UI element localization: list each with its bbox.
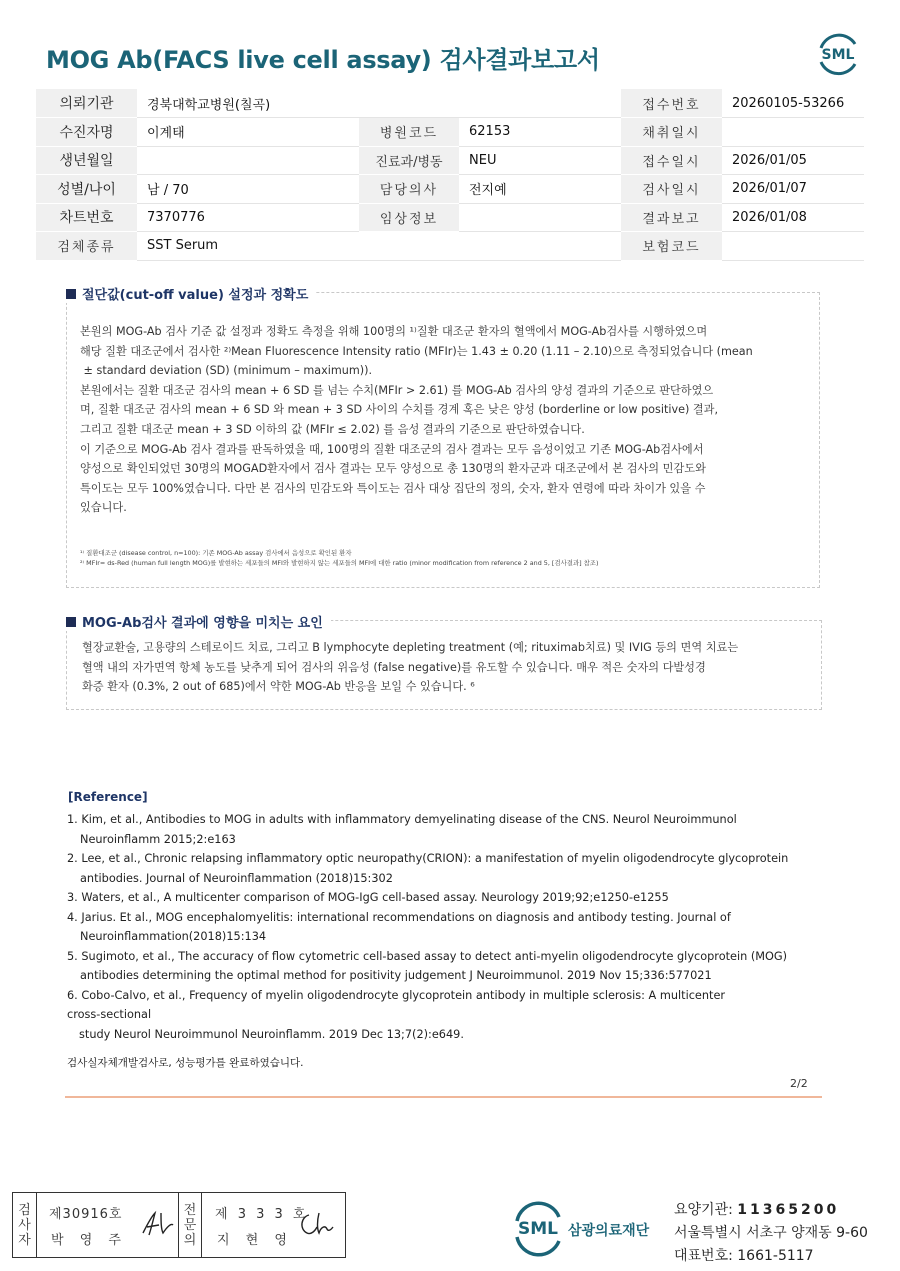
factors-section-heading <box>66 612 331 631</box>
reference-item: Neuroinflammation(2018)15:134 <box>80 930 267 943</box>
examiner-label-text <box>18 1203 31 1248</box>
label-char: 문 <box>183 1217 197 1233</box>
org-phone-label: 대표번호: <box>674 1248 738 1264</box>
info-row <box>36 146 864 175</box>
cutoff-paragraph <box>80 322 810 518</box>
field-value: 이계태 <box>137 118 359 147</box>
sml-logo <box>813 30 863 78</box>
footnote: ²⁾ MFIr= ds-Red (human full length MOG)를 발현하는 세포들의 MFI와 발현하지 않는 세포들의 MFI에 대한 ratio (minor modification from reference 2 and 5, [검사결과] 참조) <box>80 558 599 567</box>
text-line: 화증 환자 (0.3%, 2 out of 685)에서 약한 MOG-Ab 반응을 보일 수 있습니다. ⁶ <box>82 680 475 694</box>
org-sml-logo <box>509 1199 567 1257</box>
examiner-license: 제30916호 <box>49 1207 123 1222</box>
info-row <box>36 203 864 232</box>
reference-list <box>67 810 827 1044</box>
field-label: 검체종류 <box>36 232 137 261</box>
org-info <box>674 1199 868 1268</box>
signature-box <box>12 1192 346 1258</box>
info-row <box>36 89 864 118</box>
text-line: 본원에서는 질환 대조군 검사의 mean + 6 SD 를 넘는 수치(MFIr > 2.61) 를 MOG-Ab 검사의 양성 결과의 기준으로 판단하였으 <box>80 383 714 397</box>
info-row <box>36 118 864 147</box>
field-value: NEU <box>459 146 621 175</box>
field-value <box>459 203 621 232</box>
reference-item: 6. Cobo-Calvo, et al., Frequency of myelin oligodendrocyte glycoprotein antibody in multiple sclerosis: A multicenter <box>67 988 726 1002</box>
text-line: 며, 질환 대조군 검사의 mean + 6 SD 와 mean + 3 SD 사이의 수치를 경계 혹은 낮은 양성 (borderline or low positive) 결과, <box>80 403 719 417</box>
field-value: SST Serum <box>137 232 621 261</box>
field-label: 성별/나이 <box>36 175 137 204</box>
reference-item: study Neurol Neuroimmunol Neuroinflamm. 2019 Dec 13;7(2):e649. <box>79 1027 464 1041</box>
field-value: 62153 <box>459 118 621 147</box>
field-label: 접수번호 <box>621 89 722 118</box>
page-number: 2/2 <box>790 1077 808 1090</box>
examiner-name: 박 영 주 <box>51 1233 127 1248</box>
text-line: 이 기준으로 MOG-Ab 검사 결과를 판독하였을 때, 100명의 질환 대조군의 검사 결과는 모두 음성이었고 기존 MOG-Ab검사에서 <box>80 442 704 456</box>
reference-item: 4. Jarius. Et al., MOG encephalomyelitis: international recommendations on diagnosis and antibody testing. Journal of <box>67 910 731 924</box>
label-char: 전 <box>183 1202 197 1218</box>
specialist-license: 제 3 3 3 호 <box>215 1207 309 1222</box>
patient-info-table <box>36 89 864 261</box>
field-label: 보험코드 <box>621 232 722 261</box>
text-line: 양성으로 확인되었던 30명의 MOGAD환자에서 검사 결과는 모두 양성으로 총 130명의 환자군과 대조군에서 본 검사의 민감도와 <box>80 462 706 476</box>
square-bullet-icon <box>66 289 76 299</box>
field-value <box>722 232 864 261</box>
field-value: 2026/01/05 <box>722 146 864 175</box>
square-bullet-icon <box>66 617 76 627</box>
reference-item: 5. Sugimoto, et al., The accuracy of flow cytometric cell-based assay to detect anti-myelin oligodendrocyte glycoprotein (MOG) <box>67 949 788 963</box>
footnotes <box>80 549 598 568</box>
field-value: 2026/01/08 <box>722 203 864 232</box>
reference-heading: [Reference] <box>68 790 148 804</box>
report-title: MOG Ab(FACS live cell assay) 검사결과보고서 <box>46 46 600 74</box>
label-char: 자 <box>18 1232 31 1248</box>
factors-paragraph <box>82 638 812 697</box>
field-label: 결과보고 <box>621 203 722 232</box>
examiner-signature-icon <box>139 1207 177 1241</box>
field-value <box>722 118 864 147</box>
field-label: 담당의사 <box>359 175 459 204</box>
specialist-name: 지 현 영 <box>217 1233 293 1248</box>
field-value: 20260105-53266 <box>722 89 864 118</box>
text-line: 있습니다. <box>80 501 127 515</box>
validation-note: 검사실자체개발검사로, 성능평가를 완료하였습니다. <box>67 1057 304 1069</box>
reference-item: antibodies determining the optimal method for positivity judgement J Neuroimmunol. 2019 Nov 15;336:577021 <box>80 969 712 982</box>
org-code-label: 요양기관: <box>674 1202 738 1218</box>
reference-item: 1. Kim, et al., Antibodies to MOG in adults with inflammatory demyelinating disease of the CNS. Neurol Neuroimmunol <box>67 813 737 826</box>
field-label: 병원코드 <box>359 118 459 147</box>
cutoff-section-heading <box>66 284 316 303</box>
org-code <box>674 1199 868 1222</box>
org-logo-text: SML <box>518 1219 558 1239</box>
field-label: 접수일시 <box>621 146 722 175</box>
field-value: 경북대학교병원(칠곡) <box>137 89 621 118</box>
reference-item: Neuroinflamm 2015;2:e163 <box>80 832 236 846</box>
text-line: 특이도는 모두 100%였습니다. 다만 본 검사의 민감도와 특이도는 검사 대상 집단의 정의, 숫자, 환자 연령에 따라 차이가 있을 수 <box>80 481 706 495</box>
text-line: 그리고 질환 대조군 mean + 3 SD 이하의 값 (MFIr ≤ 2.02) 를 음성 결과의 기준으로 판단하였습니다. <box>80 422 585 436</box>
field-label: 생년월일 <box>36 146 137 175</box>
reference-item: 2. Lee, et al., Chronic relapsing inflammatory optic neuropathy(CRION): a manifestation of myelin oligodendrocyte glycoprotein <box>67 852 789 865</box>
field-label: 임상정보 <box>359 203 459 232</box>
info-row <box>36 175 864 204</box>
specialist-label-text <box>184 1203 197 1248</box>
reference-item: cross-sectional <box>67 1008 152 1021</box>
text-line: 혈액 내의 자가면역 항체 농도를 낮추게 되어 검사의 위음성 (false negative)를 유도할 수 있습니다. 매우 적은 숫자의 다발성경 <box>82 660 706 674</box>
specialist-label <box>178 1193 202 1257</box>
label-char: 사 <box>18 1217 31 1233</box>
field-label: 채취일시 <box>621 118 722 147</box>
org-phone <box>674 1245 868 1268</box>
footnote: ¹⁾ 질환대조군 (disease control, n=100): 기존 MOG-Ab assay 검사에서 음성으로 확인된 환자 <box>80 549 352 557</box>
info-row <box>36 232 864 261</box>
org-code-value: 11365200 <box>737 1202 840 1218</box>
field-value: 2026/01/07 <box>722 175 864 204</box>
org-phone-value: 1661-5117 <box>737 1248 814 1264</box>
org-address: 서울특별시 서초구 양재동 9-60 <box>674 1225 868 1241</box>
field-value: 남 / 70 <box>137 175 359 204</box>
factors-heading-text: MOG-Ab검사 결과에 영향을 미치는 요인 <box>82 616 323 631</box>
reference-item: 3. Waters, et al., A multicenter comparison of MOG-IgG cell-based assay. Neurology 2019;92;e1250-e1255 <box>67 891 669 904</box>
field-label: 검사일시 <box>621 175 722 204</box>
text-line: ± standard deviation (SD) (minimum – maximum)). <box>80 364 373 378</box>
label-char: 검 <box>18 1202 31 1218</box>
field-value: 전지예 <box>459 175 621 204</box>
cutoff-heading-text: 절단값(cut-off value) 설정과 정확도 <box>82 288 309 303</box>
field-label: 의뢰기관 <box>36 89 137 118</box>
text-line: 해당 질환 대조군에서 검사한 ²⁾Mean Fluorescence Intensity ratio (MFIr)는 1.43 ± 0.20 (1.11 – 2.10)으로 측정되었습니다 (mean <box>80 344 753 358</box>
field-value <box>137 146 359 175</box>
sml-logo-text: SML <box>821 47 855 63</box>
org-name: 삼광의료재단 <box>568 1223 650 1239</box>
text-line: 혈장교환술, 고용량의 스테로이드 치료, 그리고 B lymphocyte depleting treatment (예; rituximab치료) 및 IVIG 등의 면역 치료는 <box>82 641 739 654</box>
field-value: 7370776 <box>137 203 359 232</box>
specialist-signature-icon <box>295 1207 339 1241</box>
examiner-label <box>13 1193 37 1257</box>
field-label: 진료과/병동 <box>359 146 459 175</box>
field-label: 수진자명 <box>36 118 137 147</box>
footer-divider <box>65 1096 822 1098</box>
label-char: 의 <box>183 1232 197 1248</box>
reference-item: antibodies. Journal of Neuroinflammation (2018)15:302 <box>80 871 393 885</box>
field-label: 차트번호 <box>36 203 137 232</box>
text-line: 본원의 MOG-Ab 검사 기준 값 설정과 정확도 측정을 위해 100명의 ¹⁾질환 대조군 환자의 혈액에서 MOG-Ab검사를 시행하였으며 <box>80 325 708 338</box>
